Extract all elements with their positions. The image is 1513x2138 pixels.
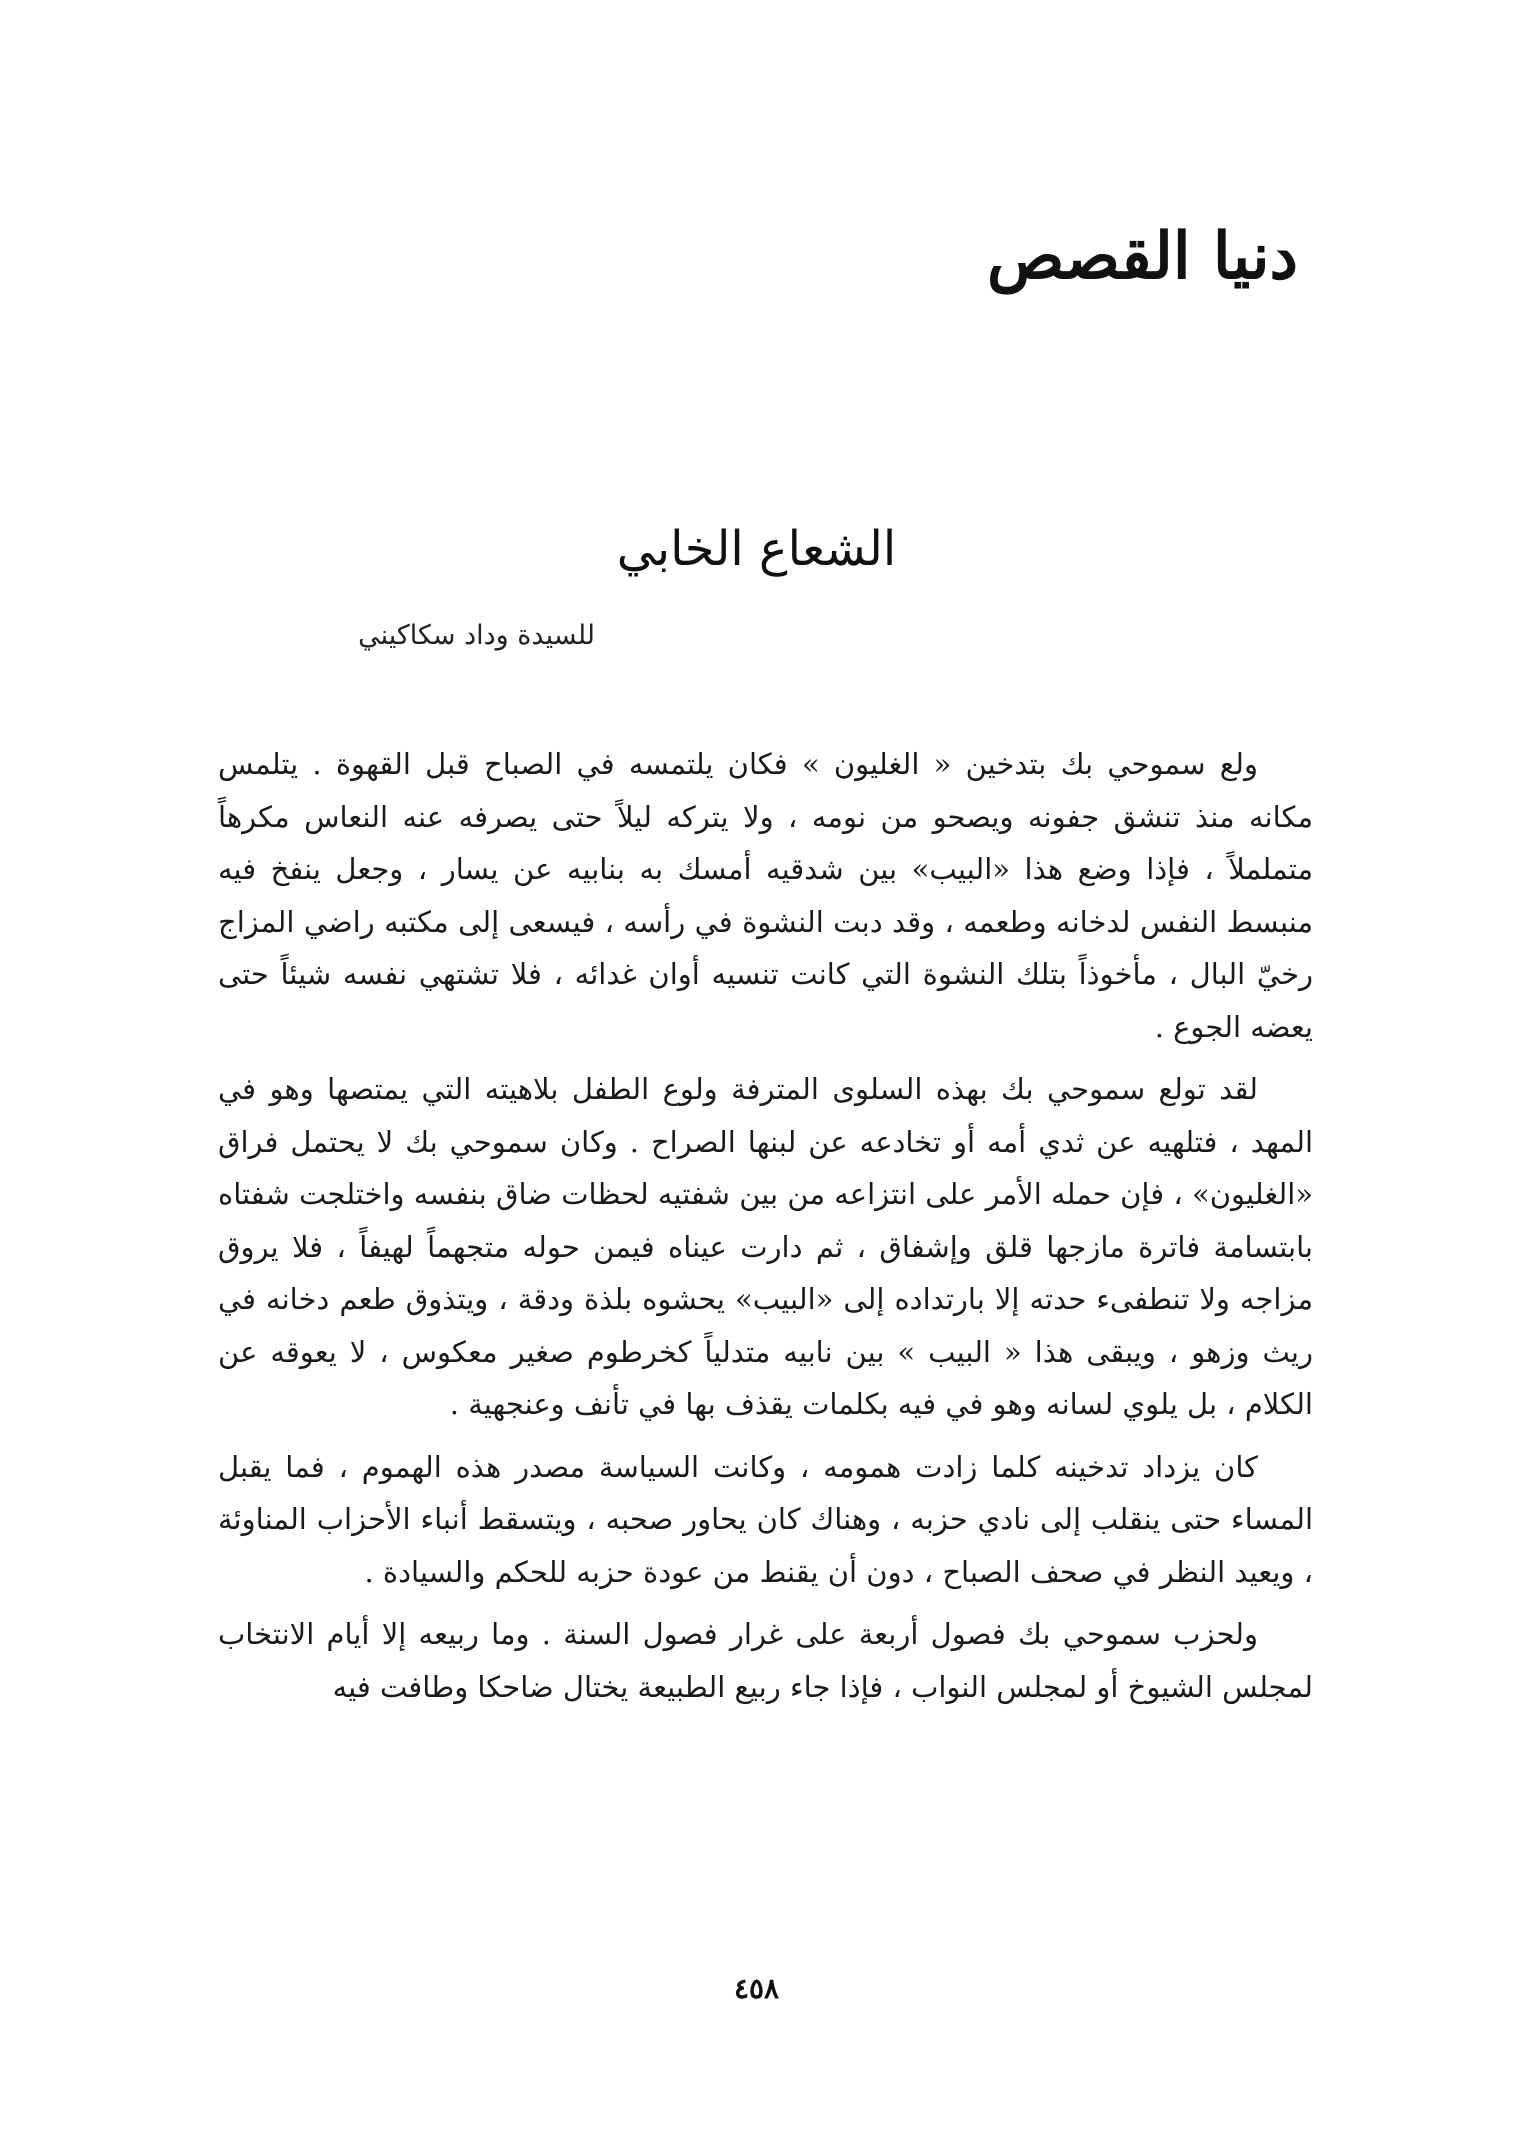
page-number: ٤٥٨ [733, 1972, 780, 2005]
paragraph-1: ولع سموحي بك بتدخين « الغليون » فكان يلتمسه في الصباح قبل القهوة . يتلمس مكانه منذ تنشق جفونه ويصحو من نومه ، ولا يتركه ليلاً حتى يصرفه عنه النعاس مكرهاً متململاً ، فإذا وضع هذا «البيب» بين شدقيه أمسك به بنابيه عن يسار ، وجعل ينفخ فيه منبسط النفس لدخانه وطعمه ، وقد دبت النشوة في رأسه ، فيسعى إلى مكتبه راضي المزاج رخيّ البال ، مأخوذاً بتلك النشوة التي كانت تنسيه أوان غدائه ، فلا تشتهي نفسه شيئاً حتى يعضه الجوع . [218, 747, 1313, 1044]
story-author: للسيدة وداد سكاكيني [358, 620, 595, 651]
paragraph-4: ولحزب سموحي بك فصول أربعة على غرار فصول السنة . وما ربيعه إلا أيام الانتخاب لمجلس الشيوخ أو لمجلس النواب ، فإذا جاء ربيع الطبيعة يختال ضاحكا وطافت فيه [218, 1617, 1313, 1704]
story-title: الشعاع الخابي [616, 521, 897, 577]
story-body [218, 738, 1313, 1723]
paragraph-2: لقد تولع سموحي بك بهذه السلوى المترفة ولوع الطفل بلاهيته التي يمتصها وهو في المهد ، فتلهيه عن ثدي أمه أو تخادعه عن لبنها الصراح . وكان سموحي بك لا يحتمل فراق «الغليون» ، فإن حمله الأمر على انتزاعه من بين شفتيه لحظات ضاق بنفسه واختلجت شفتاه بابتسامة فاترة مازجها قلق وإشفاق ، ثم دارت عيناه فيمن حوله متجهماً لهيفاً ، فلا يروق مزاجه ولا تنطفىء حدته إلا بارتداده إلى «البيب» يحشوه بلذة ودقة ، ويتذوق طعم دخانه في ريث وزهو ، ويبقى هذا « البيب » بين نابيه متدلياً كخرطوم صغير معكوس ، لا يعوقه عن الكلام ، بل يلوي لسانه وهو في فيه بكلمات يقذف بها في تأنف وعنجهية . [218, 1072, 1313, 1421]
section-header-title: دنيا القصص [987, 219, 1298, 294]
paragraph-3: كان يزداد تدخينه كلما زادت همومه ، وكانت السياسة مصدر هذه الهموم ، فما يقبل المساء حتى ينقلب إلى نادي حزبه ، وهناك كان يحاور صحبه ، ويتسقط أنباء الأحزاب المناوئة ، ويعيد النظر في صحف الصباح ، دون أن يقنط من عودة حزبه للحكم والسيادة . [218, 1449, 1313, 1589]
